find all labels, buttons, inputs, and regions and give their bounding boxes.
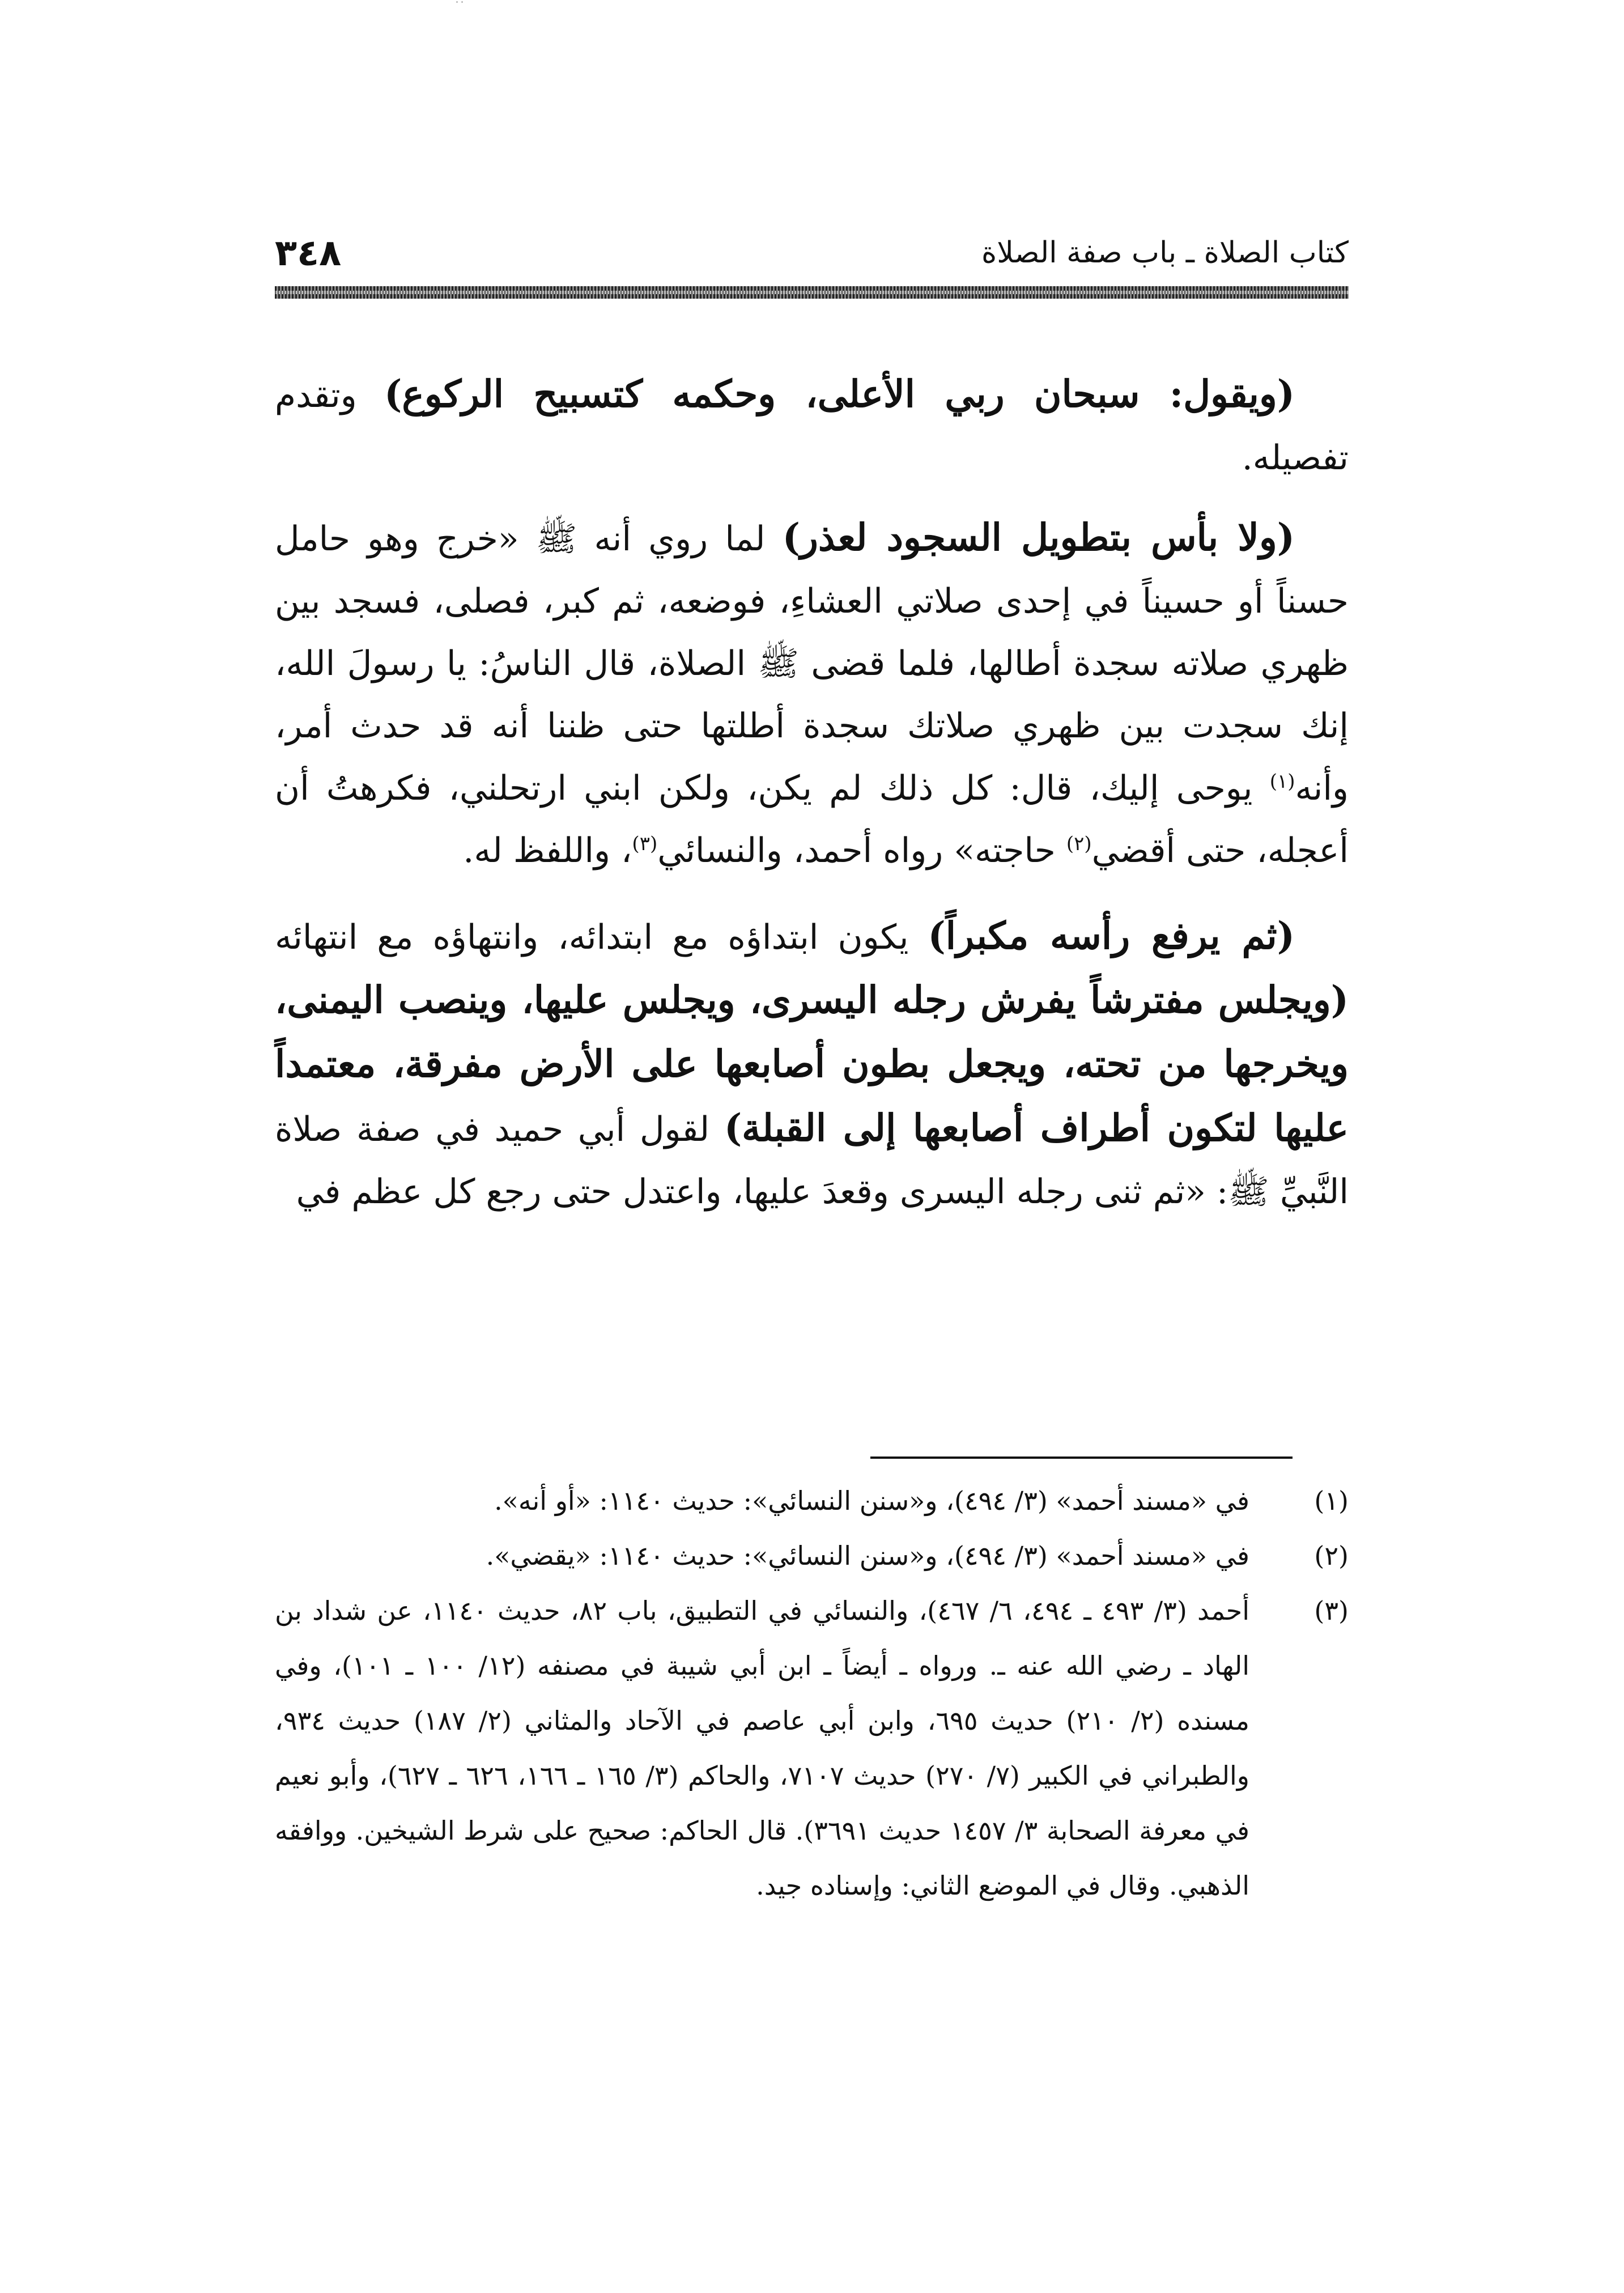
commentary-text: لقول أبي حميد في صفة صلاة النَّبيِّ ﷺ: «ثم ثنى رجله اليسرى وقعدَ عليها، واعتدل حتى رجع كل عظم في — [275, 1110, 1349, 1212]
footnote-marker: (٢) — [1314, 1540, 1349, 1571]
matn-text: (ويقول: سبحان ربي الأعلى، وحكمه كتسبيح الركوع) — [384, 372, 1295, 416]
footnote-2 — [275, 1528, 1349, 1583]
commentary-text: ، واللفظ له. — [463, 831, 632, 871]
header-rule — [275, 286, 1349, 299]
matn-text: (ويجلس مفترشاً يفرش رجله اليسرى، ويجلس عليها، وينصب اليمنى، ويخرجها من تحته، ويجعل بطون أصابعها على الأرض مفرقة، معتمداً عليها لتكون أطراف أصابعها إلى القبلة) — [275, 978, 1349, 1150]
footnote-separator — [870, 1457, 1293, 1459]
footnote-1 — [275, 1474, 1349, 1528]
matn-text: (ثم يرفع رأسه مكبراً) — [928, 914, 1295, 958]
footnote-marker: (٣) — [1314, 1595, 1349, 1626]
footnote-3 — [275, 1583, 1349, 1913]
footnote-text: أحمد (٣/ ٤٩٣ ـ ٤٩٤، ٦/ ٤٦٧)، والنسائي في التطبيق، باب ٨٢، حديث ١١٤٠، عن شداد بن الهاد ـ رضي الله عنه ـ. ورواه ـ أيضاً ـ ابن أبي شيبة في مصنفه (١٢/ ١٠٠ ـ ١٠١)، وفي مسنده (٢/ ٢١٠) حديث ٦٩٥، وابن أبي عاصم في الآحاد والمثاني (٢/ ١٨٧) حديث ٩٣٤، والطبراني في الكبير (٧/ ٢٧٠) حديث ٧١٠٧، والحاكم (٣/ ١٦٥ ـ ١٦٦، ٦٢٦ ـ ٦٢٧)، وأبو نعيم في معرفة الصحابة ٣/ ١٤٥٧ حديث ٣٦٩١). قال الحاكم: صحيح على شرط الشيخين. ووافقه الذهبي. وقال في الموضع الثاني: وإسناده جيد. — [275, 1595, 1250, 1901]
footnote-marker: (١) — [1314, 1485, 1349, 1516]
page-number: ٣٤٨ — [275, 232, 342, 274]
footnote-ref-2[interactable]: (٢) — [1066, 833, 1092, 855]
scan-artifact-mark: ˙˙ — [454, 0, 465, 12]
paragraph-3 — [275, 905, 1349, 1223]
footnote-text: في «مسند أحمد» (٣/ ٤٩٤)، و«سنن النسائي»: حديث ١١٤٠: «أو أنه». — [494, 1485, 1249, 1516]
commentary-text: لما روي أنه ﷺ «خرج وهو حامل حسناً أو حسيناً في إحدى صلاتي العشاءِ، فوضعه، ثم كبر، فصلى، فسجد بين ظهري صلاته سجدة أطالها، فلما قضى ﷺ الصلاة، قال الناسُ: يا رسولَ الله، إنك سجدت بين ظهري صلاتك سجدة أطلتها حتى ظننا أنه قد حدث أمر، وأنه — [275, 519, 1349, 808]
page-header — [275, 232, 1349, 278]
commentary-text: يكون ابتداؤه مع ابتدائه، وانتهاؤه مع انتهائه — [275, 918, 928, 957]
paragraph-2 — [275, 506, 1349, 882]
commentary-text: وتقدم تفصيله. — [275, 376, 1349, 478]
main-text — [275, 363, 1349, 1246]
footnote-text: في «مسند أحمد» (٣/ ٤٩٤)، و«سنن النسائي»: حديث ١١٤٠: «يقضي». — [486, 1540, 1249, 1571]
matn-text: (ولا بأس بتطويل السجود لعذر) — [782, 515, 1295, 559]
paragraph-1 — [275, 363, 1349, 489]
footnote-ref-3[interactable]: (٣) — [632, 833, 658, 855]
commentary-text: يوحى إليك، قال: كل ذلك لم يكن، ولكن ابني ارتحلني، فكرهتُ أن أعجله، حتى أقضي — [275, 768, 1349, 871]
running-title: كتاب الصلاة ـ باب صفة الصلاة — [981, 236, 1349, 270]
footnote-ref-1[interactable]: (١) — [1269, 770, 1295, 793]
footnotes — [275, 1474, 1349, 1913]
commentary-text: حاجته» رواه أحمد، والنسائي — [657, 831, 1066, 871]
